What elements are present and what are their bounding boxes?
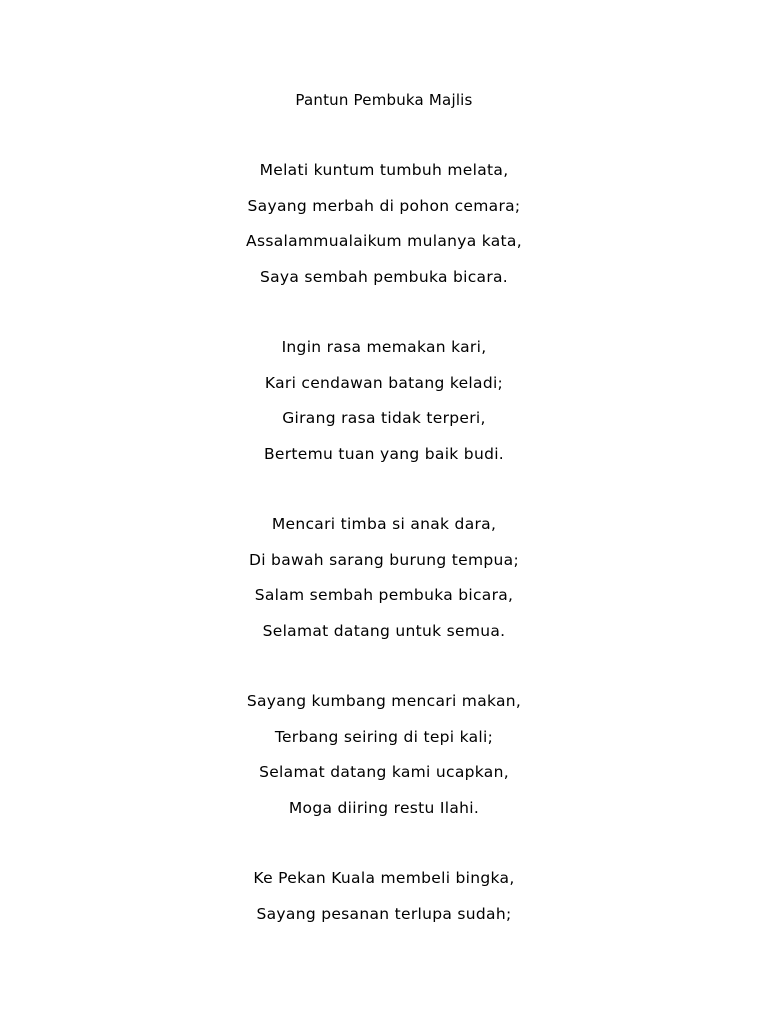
stanza-line: Sayang kumbang mencari makan,: [246, 692, 522, 710]
stanza-line: Selamat datang kami ucapkan,: [259, 763, 509, 781]
stanza-line: Moga diiring restu Ilahi.: [288, 798, 480, 817]
stanza-line: Sayang merbah di pohon cemara;: [247, 196, 521, 215]
stanza-5: [0, 867, 768, 938]
stanza-line: Saya sembah pembuka bicara.: [259, 267, 509, 286]
stanza-line: Assalammualaikum mulanya kata,: [246, 232, 522, 250]
stanza-line: Terbang seiring di tepi kali;: [274, 727, 494, 746]
stanza-line: Kari cendawan batang keladi;: [264, 373, 504, 392]
stanza-line: Ingin rasa memakan kari,: [281, 338, 487, 356]
stanza-line: Sayang pesanan terlupa sudah;: [256, 904, 512, 923]
stanza-line: Salam sembah pembuka bicara,: [254, 586, 514, 604]
stanza-line: Bertemu tuan yang baik budi.: [263, 444, 505, 463]
stanza-line: Mencari timba si anak dara,: [271, 515, 497, 533]
stanza-line: Ke Pekan Kuala membeli bingka,: [253, 869, 515, 887]
stanza-line: Melati kuntum tumbuh melata,: [259, 161, 509, 179]
stanza-3: [0, 513, 768, 655]
poem-title: Pantun Pembuka Majlis: [295, 91, 473, 109]
stanza-line: Selamat datang untuk semua.: [262, 621, 506, 640]
stanza-line: Girang rasa tidak terperi,: [282, 409, 486, 427]
stanza-4: [0, 690, 768, 832]
stanza-1: [0, 159, 768, 301]
stanza-line: Di bawah sarang burung tempua;: [248, 550, 519, 569]
stanza-2: [0, 336, 768, 478]
